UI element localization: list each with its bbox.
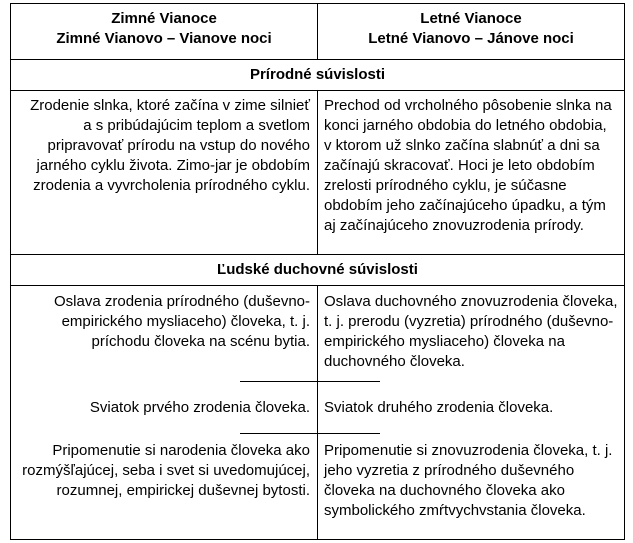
section1-title: Prírodné súvislosti <box>249 66 386 83</box>
section2-row1-left: Oslava zrodenia prírodného (duševno-empirického mysliaceho) človeka, t. j. príchodu človeka na scénu bytia. <box>54 293 310 350</box>
header-left-subtitle: Zimné Vianovo – Vianove noci <box>56 30 272 47</box>
section2-row2-left: Sviatok prvého zrodenia človeka. <box>89 399 310 416</box>
section1-right-text: Prechod od vrcholného pôsobenie slnka na konci jarného obdobia do letného obdobia, v ktorom už slnko začína slabnúť a dni sa začínajú skracovať. Hoci je leto obdobím zrelosti prírodného cyklu, je súčasne obdobím jeho začínajúceho úpadku, a tým aj začínajúceho znovuzrodenia prírody. <box>324 97 612 234</box>
section1-left-text: Zrodenie slnka, ktoré začína v zime silnieť a s pribúdajúcim teplom a svetlom pripravovať prírodu na vstup do nového jarného cyklu života. Zimo-jar je obdobím zrodenia a vyvrcholenia prírodného cyklu. <box>30 97 310 194</box>
row-separator <box>240 433 380 434</box>
section1-bottom-divider <box>10 254 625 255</box>
header-right-subtitle: Letné Vianovo – Jánove noci <box>368 30 574 47</box>
section2-column-divider <box>317 285 318 540</box>
section2-row3-left: Pripomenutie si narodenia človeka ako rozmýšľajúcej, seba i svet si uvedomujúcej, rozumnej, empirickej duševnej bytosti. <box>22 442 310 499</box>
section2-row1-right: Oslava duchovného znovuzrodenia človeka, t. j. prerodu (vyzretia) prírodného (duševno-empirického mysliaceho) človeka na duchovného človeka. <box>324 293 618 370</box>
header-divider <box>10 59 625 60</box>
header-right <box>318 9 624 49</box>
section1-column-divider <box>317 90 318 254</box>
row-separator <box>240 381 380 382</box>
section2-title: Ľudské duchovné súvislosti <box>217 261 418 278</box>
header-left <box>11 9 317 49</box>
header-left-title: Zimné Vianoce <box>111 10 217 27</box>
section2-row3-right: Pripomenutie si znovuzrodenia človeka, t. j. jeho vyzretia z prírodného duševného človeka na duchovného človeka ako symbolického zmŕtvychvstania človeka. <box>324 442 613 519</box>
header-right-title: Letné Vianoce <box>420 10 522 27</box>
section2-row2-right: Sviatok druhého zrodenia človeka. <box>324 399 554 416</box>
